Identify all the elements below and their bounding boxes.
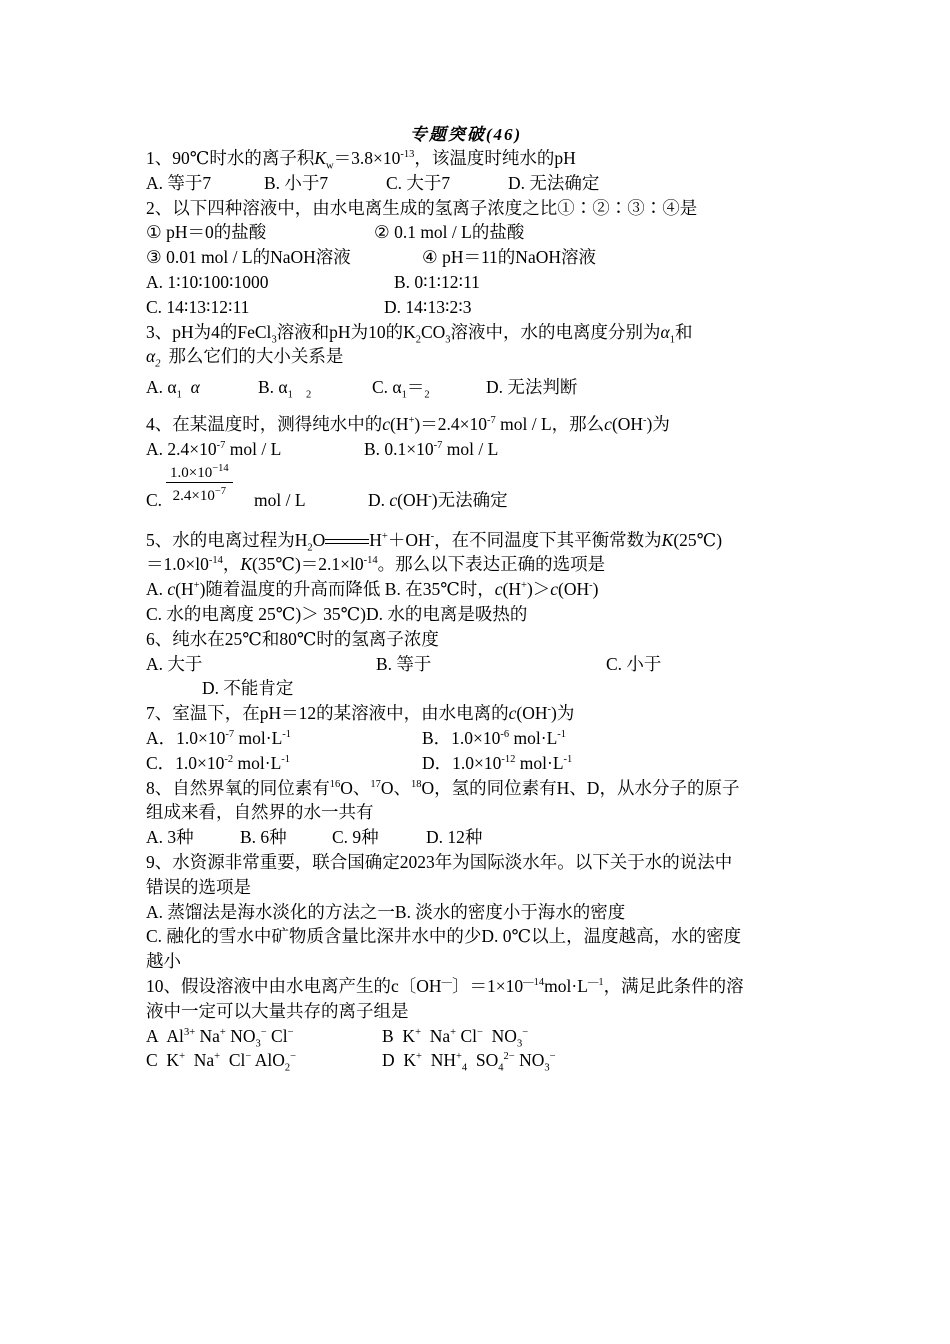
question-9-options-3: 越小 (146, 951, 181, 972)
question-4-options-2: C. $\frac{1.0\times 10^{-14}}{2.4\times 10^{-7}}$ mol / L D. c(OH-)无法确定 (146, 462, 508, 510)
question-6-stem: 6、纯水在25℃和80℃时的氢离子浓度 (146, 628, 439, 649)
option-b: B. 小于7 (264, 172, 329, 193)
question-3-stem-2: $\alpha_2$ 那么它们的大小关系是 (146, 346, 344, 370)
question-1-options (146, 171, 806, 196)
question-9-options-1: A. 蒸馏法是海水淡化的方法之一B. 淡水的密度小于海水的密度 (146, 901, 626, 922)
question-10-stem-2: 液中一定可以大量共存的离子组是 (146, 1000, 409, 1021)
question-9-stem: 9、水资源非常重要，联合国确定2023年为国际淡水年。以下关于水的说法中 (146, 851, 733, 872)
question-10-options-1: A $Al^{3+}$ Na+ $NO_3^-$ Cl− B K+ Na+ Cl− $NO_3^-$ (146, 1025, 529, 1049)
question-5-options-2: C. 水的电离度 25℃)＞ 35℃)D. 水的电离是吸热的 (146, 603, 528, 624)
fraction: $\frac{1.0\times 10^{-14}}{2.4\times 10^{-7}}$ (166, 464, 233, 505)
equilibrium-arrow-icon (325, 537, 369, 547)
question-7-options-2: C．$1.0\times 10^{-2}$ $mol\cdot L^{-1}$ D．$1.0\times 10^{-12}$ $mol\cdot L^{-1}$ (146, 752, 573, 773)
option-a: A. 等于7 (146, 172, 212, 193)
question-2-items-2: ③ 0.01 mol / L的NaOH溶液 ④ pH＝11的NaOH溶液 (146, 247, 596, 268)
question-2-options-1: A. 1∶10∶100∶1000 B. 0∶1∶12∶11 (146, 271, 480, 292)
question-3-stem: 3、pH为4的FeCl$_3$溶液和pH为10的$K_2CO_3$溶液中，水的电离度分别为$\alpha_1$和 (146, 321, 693, 346)
question-1-stem: 1、90℃时水的离子积$K_w=3.8\times 10^{-13}$，该温度时纯水的pH (146, 148, 576, 172)
page-title: 专题突破(46) (409, 125, 523, 144)
question-9-options-2: C. 融化的雪水中矿物质含量比深井水中的少D. 0℃以上，温度越高，水的密度 (146, 926, 742, 947)
question-5-stem: 5、水的电离过程为$H_2O$ H+＋OH-，在不同温度下其平衡常数为K(25℃) (146, 529, 723, 554)
question-10-options-2: C K+ Na+ Cl− AlO$_2$− D K+ $NH^+_4$ $SO_4^{2-}$ $NO_3^-$ (146, 1050, 556, 1074)
question-2-items-1: ① pH＝0的盐酸 ② 0.1 mol / L的盐酸 (146, 222, 525, 243)
question-7-options-1: A．$1.0\times 10^{-7}$ $mol\cdot L^{-1}$ B．$1.0\times 10^{-6}$ $mol\cdot L^{-1}$ (146, 727, 567, 748)
question-4-options-1: A. $2.4\times 10^{-7}$ mol / L B. $0.1\times 10^{-7}$ mol / L (146, 438, 499, 459)
question-10-stem: 10、假设溶液中由水电离产生的c〔OH—〕$=1\times 10^{—14}mol\cdot L^{—1}$，满足此条件的溶 (146, 975, 744, 996)
question-2-options-2: C. 14∶13∶12∶11 D. 14∶13∶2∶3 (146, 296, 472, 317)
question-8-stem-2: 组成来看，自然界的水一共有 (146, 802, 374, 823)
question-2-stem: 2、以下四种溶液中，由水电离生成的氢离子浓度之比①∶②∶③∶④是 (146, 197, 698, 218)
option-c: C. 大于7 (386, 172, 451, 193)
question-8-stem: 8、自然界氧的同位素有$^{16}$O、$^{17}$O、$^{18}$O，氢的同位素有H、D，从水分子的原子 (146, 777, 740, 798)
question-9-stem-2: 错误的选项是 (146, 876, 251, 897)
question-6-options: A. 大于 B. 等于 C. 小于 (146, 653, 662, 674)
document-page (146, 118, 806, 1073)
question-6-option-d: D. 不能肯定 (202, 678, 294, 699)
question-5-options-1: A. c(H+)随着温度的升高而降低 B. 在35℃时，c(H+)＞c(OH-) (146, 579, 599, 600)
question-5-stem-2: $=1.0\times l0^{-14}$，$K(35℃)=2.1\times l0^{-14}$。那么以下表达正确的选项是 (146, 554, 606, 575)
question-8-options: A. 3种 B. 6种 C. 9种 D. 12种 (146, 827, 483, 848)
question-3-options: A. $\alpha_1$ α B. $\alpha_1$ $_2$ C. $\alpha_1=_2$ D. 无法判断 (146, 377, 578, 401)
question-4-stem: 4、在某温度时，测得纯水中的$c(H^+)=2.4\times 10^{-7}$ mol / L，那么c(OH-)为 (146, 413, 670, 434)
option-d: D. 无法确定 (508, 172, 600, 193)
question-7-stem: 7、室温下，在pH＝12的某溶液中，由水电离的c(OH-)为 (146, 703, 575, 724)
